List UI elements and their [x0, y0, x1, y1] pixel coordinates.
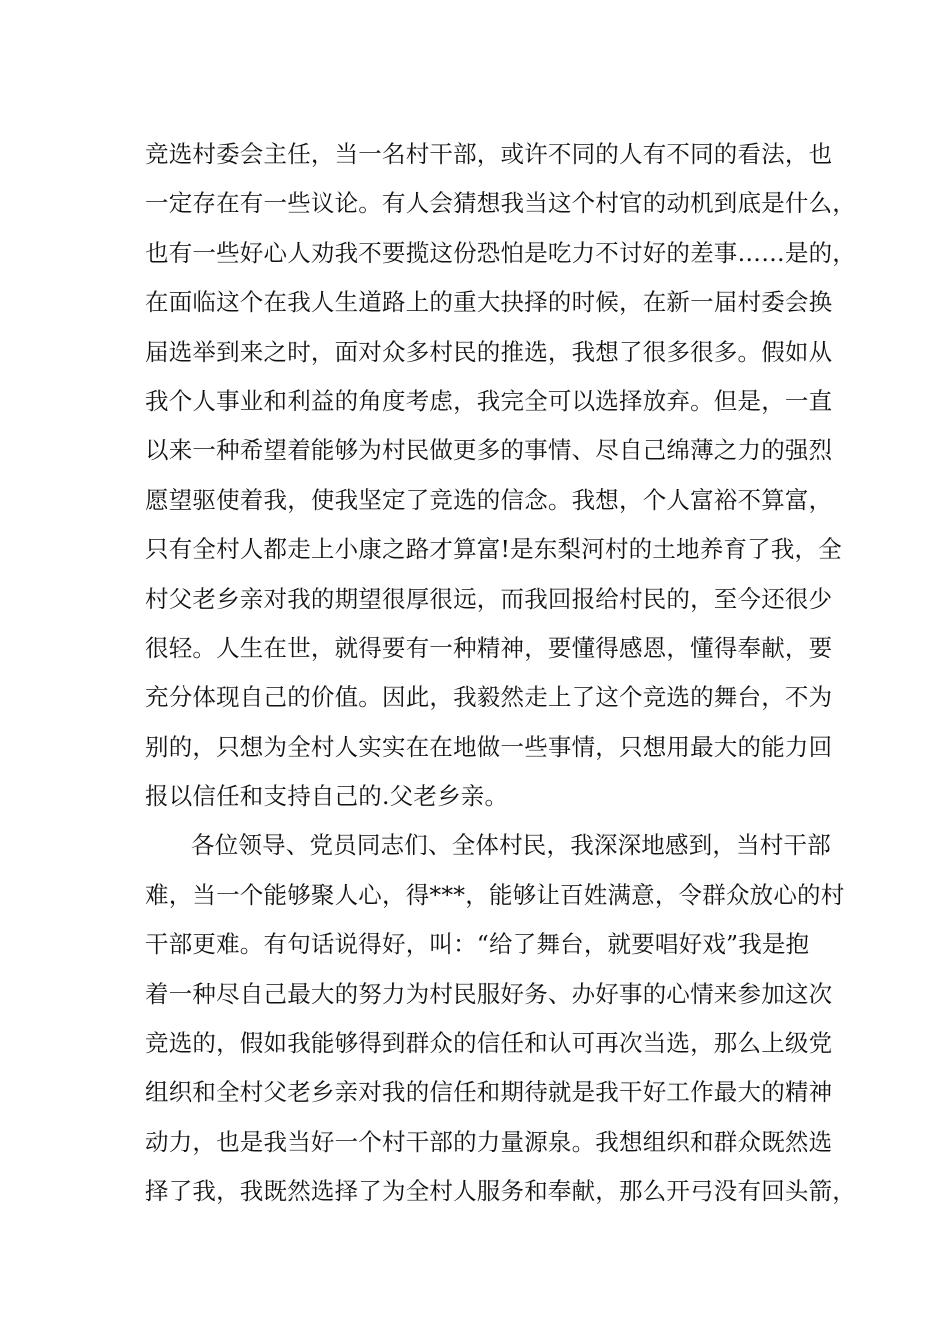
text-line: 届选举到来之时，面对众多村民的推选，我想了很多很多。假如从 — [145, 337, 833, 366]
text-line: 着一种尽自己最大的努力为村民服好务、办好事的心情来参加这次 — [145, 979, 833, 1008]
text-line: 愿望驱使着我，使我坚定了竞选的信念。我想，个人富裕不算富， — [145, 485, 833, 514]
body-text — [145, 130, 856, 1217]
text-line: 择了我，我既然选择了为全村人服务和奉献，那么开弓没有回头箭， — [145, 1177, 856, 1206]
text-line: 报以信任和支持自己的.父老乡亲。 — [145, 782, 509, 811]
text-line: 一定存在有一些议论。有人会猜想我当这个村官的动机到底是什么， — [145, 189, 856, 218]
text-line: 我个人事业和利益的角度考虑，我完全可以选择放弃。但是，一直 — [145, 386, 833, 415]
text-line: 竞选的，假如我能够得到群众的信任和认可再次当选，那么上级党 — [145, 1029, 833, 1058]
text-line: 难，当一个能够聚人心，得***，能够让百姓满意，令群众放心的村 — [145, 880, 845, 909]
text-line: 组织和全村父老乡亲对我的信任和期待就是我干好工作最大的精神 — [145, 1078, 833, 1107]
text-line: 动力，也是我当好一个村干部的力量源泉。我想组织和群众既然选 — [145, 1127, 833, 1156]
text-line: 村父老乡亲对我的期望很厚很远，而我回报给村民的，至今还很少 — [145, 584, 833, 613]
text-line: 各位领导、党员同志们、全体村民，我深深地感到，当村干部 — [191, 831, 831, 860]
text-line: 干部更难。有句话说得好，叫：“给了舞台，就要唱好戏”我是抱 — [145, 930, 810, 959]
text-line: 很轻。人生在世，就得要有一种精神，要懂得感恩，懂得奉献，要 — [145, 633, 833, 662]
text-line: 以来一种希望着能够为村民做更多的事情、尽自己绵薄之力的强烈 — [145, 436, 833, 465]
text-line: 竞选村委会主任，当一名村干部，或许不同的人有不同的看法，也 — [145, 140, 833, 168]
text-line: 在面临这个在我人生道路上的重大抉择的时候，在新一届村委会换 — [145, 288, 833, 317]
text-line: 也有一些好心人劝我不要揽这份恐怕是吃力不讨好的差事……是的， — [145, 238, 856, 267]
text-line: 别的，只想为全村人实实在在地做一些事情，只想用最大的能力回 — [145, 732, 833, 761]
text-line: 充分体现自己的价值。因此，我毅然走上了这个竞选的舞台，不为 — [145, 683, 833, 712]
text-line: 只有全村人都走上小康之路才算富!是东梨河村的土地养育了我，全 — [145, 535, 842, 564]
